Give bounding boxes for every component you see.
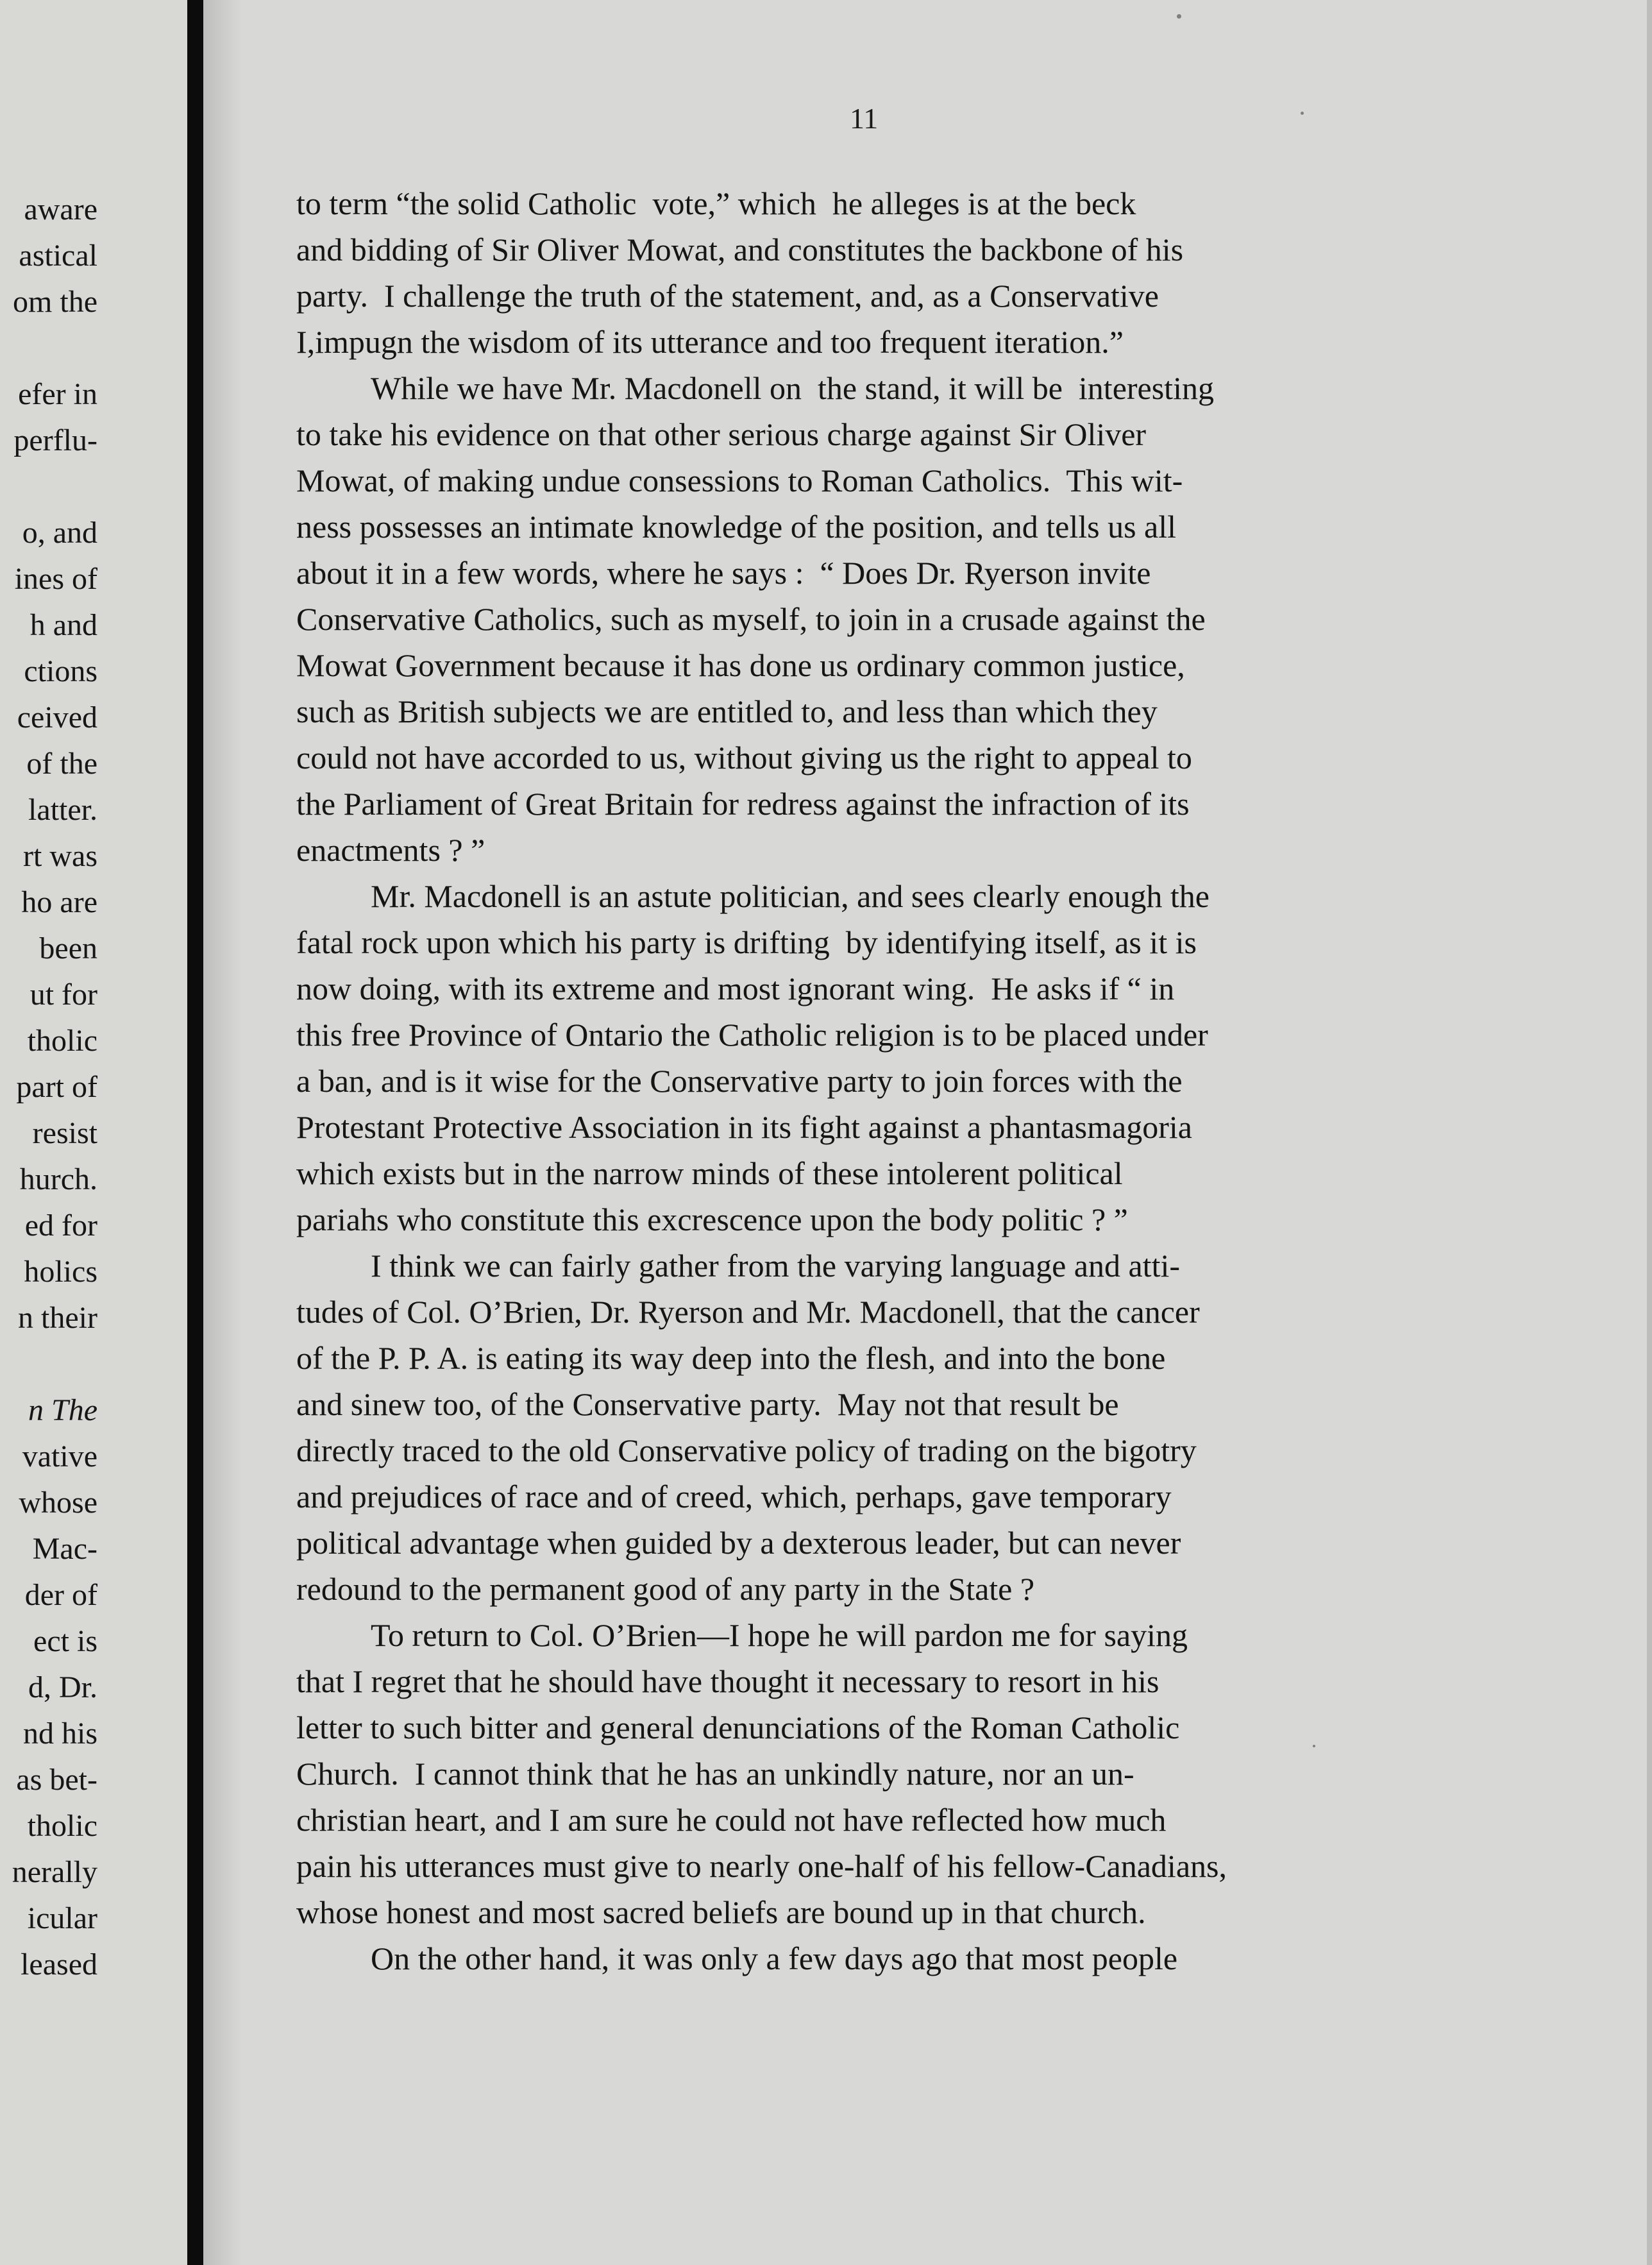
body-line: directly traced to the old Conservative policy of trading on the bigotry bbox=[296, 1432, 1197, 1468]
left-fragment: resist bbox=[32, 1116, 97, 1150]
left-fragment: ines of bbox=[14, 562, 97, 596]
paragraph-first-line: Mr. Macdonell is an astute politician, and sees clearly enough the bbox=[371, 878, 1210, 914]
body-line: that I regret that he should have thought it necessary to resort in his bbox=[296, 1663, 1159, 1699]
body-line: Conservative Catholics, such as myself, to join in a crusade against the bbox=[296, 601, 1206, 637]
left-fragment: nd his bbox=[22, 1717, 97, 1751]
paragraph-first-line: I think we can fairly gather from the varying language and atti- bbox=[371, 1248, 1181, 1284]
left-fragment: tholic bbox=[27, 1809, 97, 1843]
left-fragment: tholic bbox=[27, 1024, 97, 1058]
body-line: redound to the permanent good of any party in the State ? bbox=[296, 1571, 1035, 1607]
paragraph-first-line: While we have Mr. Macdonell on the stand, it will be interesting bbox=[371, 370, 1214, 406]
left-fragment: as bet- bbox=[16, 1763, 97, 1797]
body-line: and sinew too, of the Conservative party. May not that result be bbox=[296, 1386, 1119, 1422]
left-fragment: astical bbox=[19, 239, 97, 273]
left-fragment: ut for bbox=[30, 978, 97, 1012]
left-fragment: hurch. bbox=[19, 1162, 97, 1196]
body-line: Church. I cannot think that he has an unkindly nature, nor an un- bbox=[296, 1756, 1134, 1792]
scan-speck bbox=[1301, 112, 1304, 115]
left-fragment: Mac- bbox=[32, 1532, 97, 1566]
left-fragment: of the bbox=[26, 747, 97, 781]
body-line: and prejudices of race and of creed, which, perhaps, gave temporary bbox=[296, 1479, 1172, 1514]
body-line: which exists but in the narrow minds of these intolerent political bbox=[296, 1155, 1123, 1191]
page-number: 11 bbox=[850, 102, 879, 135]
book-gutter bbox=[187, 0, 203, 2265]
left-fragment: efer in bbox=[18, 377, 97, 411]
body-line: fatal rock upon which his party is drifting by identifying itself, as it is bbox=[296, 924, 1197, 960]
body-line: ness possesses an intimate knowledge of the position, and tells us all bbox=[296, 509, 1177, 545]
body-line: the Parliament of Great Britain for redress against the infraction of its bbox=[296, 786, 1190, 822]
left-fragment: ceived bbox=[17, 700, 97, 734]
page-edge bbox=[1647, 0, 1652, 2265]
body-line: enactments ? ” bbox=[296, 832, 485, 868]
left-fragment: rt was bbox=[23, 839, 97, 873]
left-fragment: part of bbox=[16, 1070, 97, 1104]
body-line: pain his utterances must give to nearly one-half of his fellow-Canadians, bbox=[296, 1848, 1227, 1884]
body-line: such as British subjects we are entitled to, and less than which they bbox=[296, 693, 1158, 729]
body-line: Mowat, of making undue consessions to Roman Catholics. This wit- bbox=[296, 462, 1183, 498]
body-line: could not have accorded to us, without giving us the right to appeal to bbox=[296, 740, 1192, 776]
scan-speck bbox=[1313, 1745, 1315, 1747]
left-fragment: icular bbox=[27, 1901, 97, 1935]
left-fragment: ho are bbox=[21, 885, 97, 919]
left-fragment: o, and bbox=[22, 516, 97, 550]
left-fragment: nerally bbox=[12, 1855, 97, 1889]
left-fragment: ect is bbox=[33, 1624, 97, 1658]
left-fragment: leased bbox=[21, 1947, 97, 1981]
body-line: a ban, and is it wise for the Conservative party to join forces with the bbox=[296, 1063, 1183, 1099]
left-fragment: ed for bbox=[24, 1209, 97, 1243]
left-fragment: h and bbox=[30, 608, 97, 642]
left-fragment: holics bbox=[24, 1255, 97, 1289]
body-line: Protestant Protective Association in its fight against a phantasmagoria bbox=[296, 1109, 1192, 1145]
body-line: now doing, with its extreme and most ignorant wing. He asks if “ in bbox=[296, 971, 1175, 1006]
body-line: of the P. P. A. is eating its way deep into the flesh, and into the bone bbox=[296, 1340, 1166, 1376]
body-line: to term “the solid Catholic vote,” which he alleges is at the beck bbox=[296, 185, 1136, 221]
body-line: political advantage when guided by a dexterous leader, but can never bbox=[296, 1525, 1181, 1561]
body-line: this free Province of Ontario the Catholic religion is to be placed under bbox=[296, 1017, 1208, 1053]
left-fragment: whose bbox=[19, 1486, 97, 1520]
left-fragment: perflu- bbox=[13, 423, 97, 457]
left-fragment: n The bbox=[28, 1393, 97, 1427]
body-line: about it in a few words, where he says : “ Does Dr. Ryerson invite bbox=[296, 555, 1151, 591]
left-page-margin bbox=[0, 0, 187, 2265]
paragraph-first-line: On the other hand, it was only a few days ago that most people bbox=[371, 1940, 1178, 1976]
body-line: christian heart, and I am sure he could not have reflected how much bbox=[296, 1802, 1167, 1838]
scan-speck bbox=[1177, 14, 1181, 19]
body-line: to take his evidence on that other serious charge against Sir Oliver bbox=[296, 416, 1147, 452]
left-fragment: aware bbox=[24, 192, 97, 226]
left-fragment: d, Dr. bbox=[28, 1670, 97, 1704]
left-fragment: latter. bbox=[28, 793, 97, 827]
body-line: party. I challenge the truth of the statement, and, as a Conservative bbox=[296, 278, 1159, 314]
body-line: pariahs who constitute this excrescence upon the body politic ? ” bbox=[296, 1201, 1128, 1237]
left-fragment: om the bbox=[13, 285, 97, 319]
left-fragment: vative bbox=[22, 1439, 97, 1473]
body-line: letter to such bitter and general denunciations of the Roman Catholic bbox=[296, 1709, 1180, 1745]
paragraph-first-line: To return to Col. O’Brien—I hope he will pardon me for saying bbox=[371, 1617, 1188, 1653]
body-line: and bidding of Sir Oliver Mowat, and constitutes the backbone of his bbox=[296, 232, 1184, 267]
left-fragment: been bbox=[39, 931, 97, 965]
body-line: tudes of Col. O’Brien, Dr. Ryerson and Mr. Macdonell, that the cancer bbox=[296, 1294, 1200, 1330]
left-fragment: der of bbox=[24, 1578, 97, 1612]
left-fragment: n their bbox=[18, 1301, 97, 1335]
body-line: whose honest and most sacred beliefs are bound up in that church. bbox=[296, 1894, 1146, 1930]
left-fragment: ctions bbox=[24, 654, 97, 688]
body-line: Mowat Government because it has done us ordinary common justice, bbox=[296, 647, 1185, 683]
body-line: I,impugn the wisdom of its utterance and too frequent iteration.” bbox=[296, 324, 1124, 360]
